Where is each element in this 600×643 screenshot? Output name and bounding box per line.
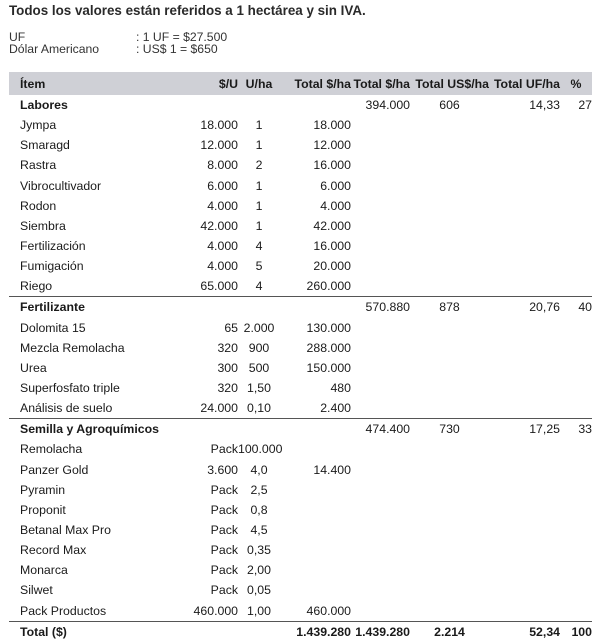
empty-cell xyxy=(560,580,592,600)
item-total: 288.000 xyxy=(306,340,351,355)
empty-cell xyxy=(489,460,560,480)
item-units: 1 xyxy=(255,138,263,153)
grand-total-label: Total ($) xyxy=(9,621,182,643)
empty-cell xyxy=(410,115,489,135)
item-price: Pack xyxy=(210,543,238,558)
empty-cell xyxy=(560,520,592,540)
item-name: Remolacha xyxy=(20,442,83,457)
item-price: Pack xyxy=(210,442,238,457)
usd-rate-value: : US$ 1 = $650 xyxy=(136,42,218,56)
empty-cell xyxy=(489,439,560,459)
empty-cell xyxy=(560,216,592,236)
item-units: 0,35 xyxy=(247,543,271,558)
item-name: Superfosfato triple xyxy=(20,381,120,396)
item-total: 130.000 xyxy=(306,320,351,335)
empty-cell xyxy=(182,297,238,318)
empty-cell xyxy=(182,95,238,115)
item-price: 6.000 xyxy=(207,178,238,193)
item-total: 460.000 xyxy=(306,603,351,618)
table-row xyxy=(9,318,592,338)
empty-cell xyxy=(489,500,560,520)
empty-cell xyxy=(238,621,280,643)
empty-cell xyxy=(489,318,560,338)
empty-cell xyxy=(410,580,489,600)
table-row xyxy=(9,460,592,480)
item-price: 42.000 xyxy=(200,218,238,233)
header-total: Total $/ha xyxy=(280,72,351,95)
item-price: 4.000 xyxy=(207,239,238,254)
empty-cell xyxy=(351,460,410,480)
item-units: 0,8 xyxy=(250,502,268,517)
grand-total: 1.439.280 xyxy=(280,621,351,643)
empty-cell xyxy=(351,601,410,622)
table-row xyxy=(9,398,592,419)
empty-cell xyxy=(560,155,592,175)
grand-total-usd: 2.214 xyxy=(410,621,489,643)
empty-cell xyxy=(560,236,592,256)
section-name: Fertilizante xyxy=(9,297,182,318)
empty-cell xyxy=(489,155,560,175)
empty-cell xyxy=(410,480,489,500)
header-section-total: Total $/ha xyxy=(351,72,410,95)
item-total: 14.400 xyxy=(313,462,351,477)
grand-total-uf: 52,34 xyxy=(489,621,560,643)
item-units: 100.000 xyxy=(238,442,283,457)
item-total: 2.400 xyxy=(320,401,351,416)
item-total: 6.000 xyxy=(320,178,351,193)
item-price: 300 xyxy=(217,360,238,375)
section-total: 570.880 xyxy=(351,297,410,318)
empty-cell xyxy=(410,256,489,276)
item-name: Panzer Gold xyxy=(20,462,89,477)
header-price: $/U xyxy=(182,72,238,95)
item-total xyxy=(280,540,351,560)
item-price: 12.000 xyxy=(200,138,238,153)
item-units: 1 xyxy=(255,218,263,233)
item-price: 65.000 xyxy=(200,279,238,294)
empty-cell xyxy=(560,256,592,276)
grand-section-total: 1.439.280 xyxy=(351,621,410,643)
item-units: 0,10 xyxy=(247,401,271,416)
empty-cell xyxy=(351,216,410,236)
empty-cell xyxy=(410,155,489,175)
item-units: 4,0 xyxy=(250,462,268,477)
item-price: 65 xyxy=(224,320,238,335)
item-total xyxy=(280,580,351,600)
section-total-uf: 20,76 xyxy=(489,297,560,318)
item-total: 4.000 xyxy=(320,198,351,213)
empty-cell xyxy=(489,256,560,276)
item-total: 16.000 xyxy=(313,158,351,173)
table-row xyxy=(9,601,592,622)
empty-cell xyxy=(410,520,489,540)
item-units: 2,00 xyxy=(247,563,271,578)
section-total-usd: 878 xyxy=(410,297,489,318)
empty-cell xyxy=(489,520,560,540)
empty-cell xyxy=(560,500,592,520)
grand-percent: 100 xyxy=(560,621,592,643)
item-price: Pack xyxy=(210,482,238,497)
header-total-uf: Total UF/ha xyxy=(489,72,560,95)
empty-cell xyxy=(560,135,592,155)
item-name: Betanal Max Pro xyxy=(20,523,111,538)
empty-cell xyxy=(351,439,410,459)
item-name: Jympa xyxy=(20,118,57,133)
table-row xyxy=(9,196,592,216)
empty-cell xyxy=(489,378,560,398)
item-name: Siembra xyxy=(20,218,66,233)
table-row xyxy=(9,560,592,580)
table-row xyxy=(9,236,592,256)
item-total: 18.000 xyxy=(313,118,351,133)
item-name: Rastra xyxy=(20,158,57,173)
empty-cell xyxy=(489,398,560,419)
empty-cell xyxy=(410,338,489,358)
item-price: 460.000 xyxy=(193,603,238,618)
empty-cell xyxy=(489,358,560,378)
table-row xyxy=(9,520,592,540)
item-price: 8.000 xyxy=(207,158,238,173)
table-row xyxy=(9,155,592,175)
item-price: 320 xyxy=(217,340,238,355)
empty-cell xyxy=(560,601,592,622)
item-total xyxy=(280,480,351,500)
item-units: 900 xyxy=(248,340,270,355)
empty-cell xyxy=(351,236,410,256)
empty-cell xyxy=(410,560,489,580)
item-name: Pyramin xyxy=(20,482,66,497)
item-name: Pack Productos xyxy=(20,603,107,618)
item-total: 42.000 xyxy=(313,218,351,233)
empty-cell xyxy=(560,358,592,378)
item-name: Dolomita 15 xyxy=(20,320,86,335)
empty-cell xyxy=(410,378,489,398)
uf-rate-value: : 1 UF = $27.500 xyxy=(136,30,228,44)
empty-cell xyxy=(410,500,489,520)
item-price: 18.000 xyxy=(200,118,238,133)
item-units: 1 xyxy=(255,198,263,213)
table-row xyxy=(9,580,592,600)
table-row xyxy=(9,480,592,500)
section-total: 394.000 xyxy=(365,98,410,113)
section-percent: 33 xyxy=(560,419,592,440)
table-header-row xyxy=(9,72,592,95)
empty-cell xyxy=(280,419,351,440)
item-units: 0,05 xyxy=(247,583,271,598)
empty-cell xyxy=(410,196,489,216)
empty-cell xyxy=(410,216,489,236)
usd-rate xyxy=(9,43,227,55)
empty-cell xyxy=(489,338,560,358)
item-total: 20.000 xyxy=(313,259,351,274)
empty-cell xyxy=(489,216,560,236)
empty-cell xyxy=(489,540,560,560)
item-name: Urea xyxy=(20,360,47,375)
section-total-usd: 606 xyxy=(439,98,460,113)
empty-cell xyxy=(351,500,410,520)
section-row xyxy=(9,297,592,318)
item-name: Análisis de suelo xyxy=(20,401,113,416)
empty-cell xyxy=(560,460,592,480)
item-price: Pack xyxy=(210,563,238,578)
item-price: 4.000 xyxy=(207,259,238,274)
empty-cell xyxy=(560,398,592,419)
empty-cell xyxy=(351,480,410,500)
empty-cell xyxy=(351,196,410,216)
item-units: 2.000 xyxy=(243,320,275,335)
empty-cell xyxy=(410,135,489,155)
section-row xyxy=(9,95,592,115)
item-name: Fertilización xyxy=(20,239,86,254)
item-price: 4.000 xyxy=(207,198,238,213)
empty-cell xyxy=(560,378,592,398)
empty-cell xyxy=(280,297,351,318)
empty-cell xyxy=(351,560,410,580)
empty-cell xyxy=(560,196,592,216)
header-item: Ítem xyxy=(9,72,182,95)
header-units: U/ha xyxy=(238,72,280,95)
item-total xyxy=(280,500,351,520)
item-units: 1,50 xyxy=(247,381,271,396)
section-total-uf: 14,33 xyxy=(529,98,560,113)
section-name: Labores xyxy=(20,98,68,113)
item-units: 2,5 xyxy=(250,482,268,497)
section-total-usd: 730 xyxy=(410,419,489,440)
item-units: 1 xyxy=(255,178,263,193)
table-body xyxy=(9,95,592,643)
item-price: Pack xyxy=(210,502,238,517)
empty-cell xyxy=(410,398,489,419)
table-row xyxy=(9,135,592,155)
empty-cell xyxy=(489,135,560,155)
item-name: Proponit xyxy=(20,502,66,517)
empty-cell xyxy=(560,338,592,358)
empty-cell xyxy=(560,480,592,500)
section-total-uf: 17,25 xyxy=(489,419,560,440)
table-row xyxy=(9,540,592,560)
table-row xyxy=(9,500,592,520)
item-name: Monarca xyxy=(20,563,68,578)
empty-cell xyxy=(560,318,592,338)
usd-rate-label: Dólar Americano xyxy=(9,42,100,56)
item-total: 260.000 xyxy=(306,279,351,294)
section-name: Semilla y Agroquímicos xyxy=(9,419,182,440)
empty-cell xyxy=(560,176,592,196)
item-price: Pack xyxy=(210,523,238,538)
table-row xyxy=(9,439,592,459)
item-name: Smaragd xyxy=(20,138,70,153)
item-total xyxy=(280,439,351,459)
empty-cell xyxy=(410,358,489,378)
item-name: Rodon xyxy=(20,198,57,213)
item-price: 3.600 xyxy=(207,462,238,477)
section-total: 474.400 xyxy=(351,419,410,440)
empty-cell xyxy=(489,115,560,135)
table-row xyxy=(9,256,592,276)
item-total xyxy=(280,520,351,540)
empty-cell xyxy=(489,580,560,600)
empty-cell xyxy=(410,318,489,338)
item-name: Vibrocultivador xyxy=(20,178,102,193)
empty-cell xyxy=(351,155,410,175)
item-units: 1,00 xyxy=(247,603,271,618)
table-row xyxy=(9,276,592,297)
item-total: 12.000 xyxy=(313,138,351,153)
grand-total-row xyxy=(9,621,592,643)
item-total: 480 xyxy=(330,381,351,396)
item-name: Silwet xyxy=(20,583,53,598)
empty-cell xyxy=(351,135,410,155)
item-name: Record Max xyxy=(20,543,87,558)
empty-cell xyxy=(182,419,238,440)
empty-cell xyxy=(182,621,238,643)
section-percent: 40 xyxy=(560,297,592,318)
empty-cell xyxy=(489,236,560,256)
empty-cell xyxy=(410,439,489,459)
empty-cell xyxy=(351,580,410,600)
cost-table xyxy=(9,72,592,643)
empty-cell xyxy=(410,276,489,297)
item-price: Pack xyxy=(210,583,238,598)
empty-cell xyxy=(238,95,280,115)
item-price: 320 xyxy=(217,381,238,396)
empty-cell xyxy=(280,95,351,115)
table-row xyxy=(9,115,592,135)
table-row xyxy=(9,216,592,236)
empty-cell xyxy=(560,276,592,297)
exchange-rates xyxy=(9,31,227,55)
empty-cell xyxy=(560,439,592,459)
empty-cell xyxy=(351,398,410,419)
empty-cell xyxy=(560,560,592,580)
table-row xyxy=(9,338,592,358)
empty-cell xyxy=(351,358,410,378)
empty-cell xyxy=(351,276,410,297)
item-price: 24.000 xyxy=(200,401,238,416)
empty-cell xyxy=(560,115,592,135)
item-units: 4,5 xyxy=(250,523,268,538)
header-total-usd: Total US$/ha xyxy=(410,72,489,95)
empty-cell xyxy=(410,236,489,256)
section-row xyxy=(9,419,592,440)
empty-cell xyxy=(351,540,410,560)
uf-rate-label: UF xyxy=(9,30,26,44)
empty-cell xyxy=(410,176,489,196)
empty-cell xyxy=(351,338,410,358)
empty-cell xyxy=(238,419,280,440)
empty-cell xyxy=(410,601,489,622)
item-total: 150.000 xyxy=(306,360,351,375)
empty-cell xyxy=(351,176,410,196)
item-name: Riego xyxy=(20,279,53,294)
table-row xyxy=(9,358,592,378)
header-percent: % xyxy=(560,72,592,95)
empty-cell xyxy=(489,480,560,500)
empty-cell xyxy=(410,540,489,560)
item-units: 4 xyxy=(255,239,263,254)
item-units: 2 xyxy=(255,158,263,173)
empty-cell xyxy=(489,560,560,580)
empty-cell xyxy=(351,520,410,540)
empty-cell xyxy=(351,318,410,338)
item-name: Fumigación xyxy=(20,259,84,274)
item-total xyxy=(280,560,351,580)
empty-cell xyxy=(351,256,410,276)
page-heading: Todos los valores están referidos a 1 hectárea y sin IVA. xyxy=(9,3,366,18)
empty-cell xyxy=(410,460,489,480)
cost-table-container xyxy=(9,72,592,643)
item-units: 500 xyxy=(248,360,270,375)
table-row xyxy=(9,176,592,196)
item-name: Mezcla Remolacha xyxy=(20,340,125,355)
item-units: 1 xyxy=(255,118,263,133)
item-total: 16.000 xyxy=(313,239,351,254)
empty-cell xyxy=(351,378,410,398)
empty-cell xyxy=(351,115,410,135)
empty-cell xyxy=(489,196,560,216)
empty-cell xyxy=(560,540,592,560)
empty-cell xyxy=(489,601,560,622)
empty-cell xyxy=(238,297,280,318)
item-units: 4 xyxy=(255,279,263,294)
empty-cell xyxy=(489,276,560,297)
table-row xyxy=(9,378,592,398)
item-units: 5 xyxy=(255,259,263,274)
empty-cell xyxy=(489,176,560,196)
section-percent: 27 xyxy=(578,98,592,113)
